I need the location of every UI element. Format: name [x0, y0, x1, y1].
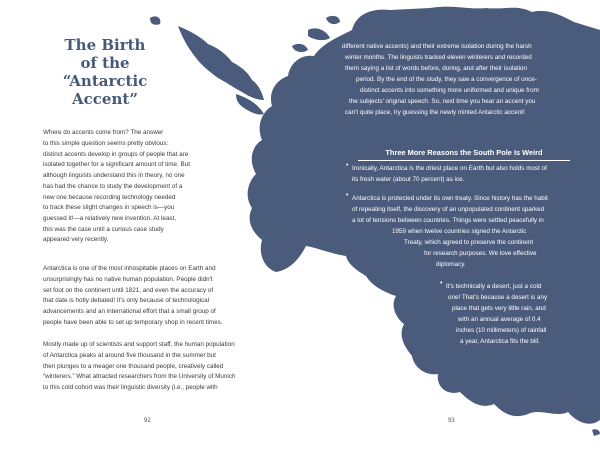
- sidebar-heading: Three More Reasons the South Pole Is Weird: [385, 148, 543, 157]
- bullet-line: It's technically a desert, just a cold: [446, 283, 542, 290]
- bullet-line: Treaty, which agreed to preserve the continent: [404, 239, 534, 246]
- text-line: although linguists understand this in theory, no one: [43, 172, 185, 180]
- title-line: of the: [80, 54, 130, 72]
- bullet-line: Ironically, Antarctica is the driest place on Earth but also holds most of: [352, 165, 547, 172]
- text-line: unsurprisingly has no native human population. People didn't: [43, 276, 213, 283]
- text-line: Mostly made up of scientists and support staff, the human population: [43, 341, 235, 349]
- article-title: [44, 36, 166, 108]
- bullet-line: a year, Antarctica fits the bill.: [460, 338, 540, 345]
- population-paragraph: [43, 340, 258, 394]
- bullet-line: for research purposes. We love effective: [424, 250, 537, 257]
- text-line: then plunges to a meager one thousand people, creatively called: [43, 362, 224, 370]
- text-line: has had the chance to study the development of a: [43, 182, 183, 190]
- continued-line: different native accents) and their extreme isolation during the harsh: [342, 43, 532, 50]
- text-line: appeared very recently.: [43, 236, 109, 244]
- bullet-dot: •: [346, 192, 349, 199]
- antarctica-paragraph: [43, 264, 258, 328]
- bullet-line: its fresh water (about 70 percent) as ice.: [352, 176, 465, 183]
- text-line: to this cold cohort was their linguistic diversity (i.e., people with: [43, 384, 218, 392]
- continued-line: them saying a list of words before, during, and after their isolation: [345, 65, 528, 72]
- text-line: to track these slight changes in speech is—you: [43, 204, 175, 212]
- continued-line: winter months. The linguists tracked eleven winterers and recorded: [345, 54, 532, 61]
- text-line: “winterers.” What attracted researchers from the University of Munich: [43, 373, 236, 381]
- text-line: to this simple question seems pretty obvious:: [43, 140, 169, 147]
- bullet-line: inches (10 millimeters) of rainfall: [456, 327, 547, 334]
- bullet-line: place that gets very little rain, and: [452, 305, 546, 312]
- text-line: Antarctica is one of the most inhospitable places on Earth and: [43, 265, 216, 273]
- text-line: of Antarctica peaks at around five thousand in the summer but: [43, 352, 216, 359]
- bullet-line: Antarctica is protected under its own treaty. Since history has the habit: [352, 195, 548, 202]
- intro-paragraph: [43, 128, 258, 246]
- bullet-line: 1959 when twelve countries signed the Antarctic: [392, 228, 527, 235]
- title-line: “Antarctic: [62, 72, 148, 90]
- page-number-left: 92: [144, 418, 151, 424]
- text-line: this was the case until a curious case study: [43, 225, 164, 233]
- bullet-line: with an annual average of 0.4: [458, 316, 541, 323]
- heading-divider: [358, 160, 570, 161]
- bullet-line: diplomacy.: [436, 261, 466, 268]
- text-line: people have been able to set up temporary shop in recent times.: [43, 318, 223, 326]
- text-line: that date is hotly debated! It's only because of technological: [43, 297, 210, 305]
- text-line: distinct accents develop in groups of people that are: [43, 150, 189, 158]
- text-line: advancements and an international effort that a small group of: [43, 308, 216, 316]
- text-line: Where do accents come from? The answer: [43, 129, 164, 137]
- title-line: The Birth: [64, 36, 146, 54]
- continued-line: distinct accents into something more uniformed and unique from: [360, 87, 539, 94]
- bullet-dot: •: [346, 162, 349, 169]
- text-line: new one because recording technology needed: [43, 193, 176, 201]
- text-line: isolated together for a significant amount of time. But: [43, 161, 191, 169]
- bullet-line: a lot of tensions between countries. Things were settled peacefully in: [352, 217, 544, 224]
- text-line: set foot on the continent until 1821, and even the accuracy of: [43, 286, 214, 294]
- continued-line: the subjects' original speech. So, next time you hear an accent you: [349, 98, 536, 105]
- bullet-dot: •: [440, 280, 443, 287]
- text-line: guessed it!—a relatively new invention. At least,: [43, 214, 177, 222]
- page-number-right: 93: [448, 418, 455, 424]
- continued-line: period. By the end of the study, they saw a convergence of once-: [356, 76, 537, 83]
- title-line: Accent”: [72, 90, 138, 108]
- bullet-line: one! That's because a desert is any: [448, 294, 548, 301]
- bullet-line: of repeating itself, the discovery of an unpopulated continent sparked: [352, 206, 545, 213]
- continued-line: can't quite place, try guessing the newly minted Antarctic accent!: [345, 109, 525, 116]
